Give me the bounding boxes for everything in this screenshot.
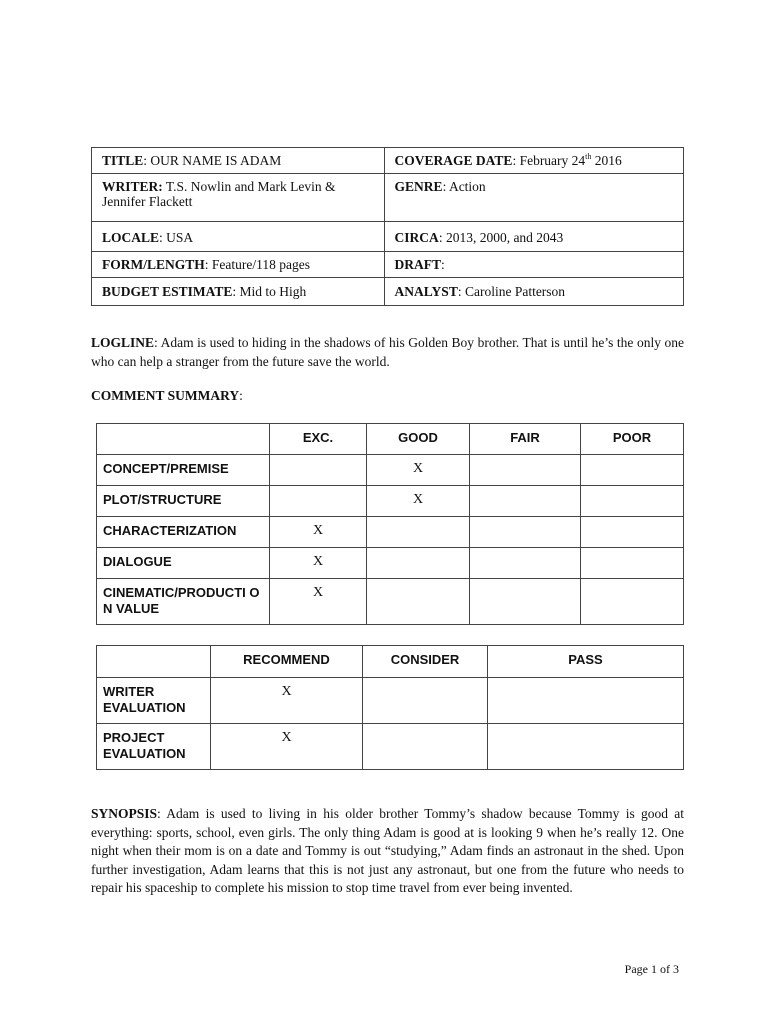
logline-label: LOGLINE: [91, 335, 155, 350]
rating-cell: [470, 517, 581, 548]
rec-header-pass: PASS: [488, 646, 684, 678]
budget-cell: [92, 277, 385, 306]
coverage-date-label: COVERAGE DATE: [394, 153, 513, 168]
locale-value: : USA: [159, 229, 194, 245]
coverage-date-year: 2016: [591, 153, 622, 168]
comment-summary-colon: :: [239, 388, 243, 403]
coverage-date-cell: [384, 148, 683, 174]
table-row: [97, 724, 684, 770]
rating-header-fair: FAIR: [470, 424, 581, 455]
genre-label: GENRE: [394, 178, 443, 194]
draft-value: :: [441, 257, 445, 272]
title-cell: [92, 148, 385, 174]
circa-value: : 2013, 2000, and 2043: [438, 229, 564, 245]
locale-label: LOCALE: [102, 229, 160, 245]
row-label: PLOT/STRUCTURE: [97, 486, 270, 517]
genre-value: : Action: [442, 178, 486, 194]
comment-summary-heading: [91, 387, 684, 406]
analyst-cell: [384, 277, 683, 306]
rating-header-good: GOOD: [367, 424, 470, 455]
table-row: [97, 579, 684, 625]
table-row: [92, 252, 684, 278]
rec-cell: [363, 724, 488, 770]
table-row: [97, 455, 684, 486]
locale-cell: [92, 221, 385, 252]
circa-cell: [384, 221, 683, 252]
table-row: [97, 517, 684, 548]
row-label: CONCEPT/PREMISE: [97, 455, 270, 486]
genre-cell: [384, 173, 683, 221]
rating-header-exc: EXC.: [270, 424, 367, 455]
form-length-cell: [92, 252, 385, 278]
budget-value: : Mid to High: [232, 283, 307, 299]
writer-label: WRITER:: [102, 178, 163, 194]
writer-cell: [92, 173, 385, 221]
rec-cell: [488, 678, 684, 724]
rec-header-consider: CONSIDER: [363, 646, 488, 678]
title-value: : OUR NAME IS ADAM: [143, 153, 282, 168]
rating-cell: [470, 548, 581, 579]
rating-cell: [367, 548, 470, 579]
budget-label: BUDGET ESTIMATE: [102, 283, 233, 299]
table-row: [97, 678, 684, 724]
analyst-label: ANALYST: [394, 283, 458, 299]
writer-value: T.S. Nowlin and Mark Levin & Jennifer Flackett: [102, 178, 336, 209]
row-label: PROJECT EVALUATION: [97, 724, 211, 770]
coverage-date-value: : February 24: [512, 153, 586, 168]
rec-cell: X: [211, 678, 363, 724]
row-label: WRITER EVALUATION: [97, 678, 211, 724]
rating-cell: [581, 579, 684, 625]
page-number: Page 1 of 3: [624, 962, 679, 976]
synopsis-text: : Adam is used to living in his older brother Tommy’s shadow because Tommy is good at everything: sports, school, even girls. The only thing Adam is good at is looking 9 when he’s really 12. One night when their mom is on a date and Tommy is out “studying,” Adam finds an astronaut in the shed. Upon further investigation, Adam learns that this is not just any astronaut, but one from the future who needs to repair his spaceship to complete his mission to stop time travel from ever being invented.: [91, 806, 684, 895]
rating-cell: X: [270, 548, 367, 579]
recommendation-table: [96, 645, 684, 770]
comment-rating-table: [96, 423, 684, 625]
row-label: CINEMATIC/PRODUCTI ON VALUE: [97, 579, 270, 625]
analyst-value: : Caroline Patterson: [457, 283, 566, 299]
rating-cell: [581, 548, 684, 579]
rating-header-blank: [97, 424, 270, 455]
rating-cell: [270, 455, 367, 486]
rec-header-recommend: RECOMMEND: [211, 646, 363, 678]
rating-cell: [581, 455, 684, 486]
rec-cell: [363, 678, 488, 724]
rating-header-poor: POOR: [581, 424, 684, 455]
rating-cell: [270, 486, 367, 517]
table-header-row: [97, 646, 684, 678]
logline-paragraph: [91, 334, 684, 371]
form-length-label: FORM/LENGTH: [102, 257, 205, 272]
synopsis-label: SYNOPSIS: [91, 806, 158, 821]
row-label: DIALOGUE: [97, 548, 270, 579]
rating-cell: X: [367, 486, 470, 517]
comment-summary-label: COMMENT SUMMARY: [91, 388, 240, 403]
logline-text: : Adam is used to hiding in the shadows of his Golden Boy brother. That is until he’s the only one who can help a stranger from the future save the world.: [91, 335, 684, 369]
rating-cell: [367, 517, 470, 548]
table-row: [92, 148, 684, 174]
coverage-info-table: [91, 147, 684, 306]
rec-cell: X: [211, 724, 363, 770]
rec-header-blank: [97, 646, 211, 678]
rating-cell: X: [270, 517, 367, 548]
rating-cell: [470, 455, 581, 486]
table-row: [92, 277, 684, 306]
title-label: TITLE: [102, 153, 144, 168]
draft-cell: [384, 252, 683, 278]
table-row: [97, 548, 684, 579]
circa-label: CIRCA: [394, 229, 439, 245]
form-length-value: : Feature/118 pages: [204, 257, 310, 272]
table-row: [92, 173, 684, 221]
table-row: [97, 486, 684, 517]
rating-cell: [581, 517, 684, 548]
draft-label: DRAFT: [394, 257, 442, 272]
table-header-row: [97, 424, 684, 455]
rec-cell: [488, 724, 684, 770]
table-row: [92, 221, 684, 252]
rating-cell: [367, 579, 470, 625]
row-label: CHARACTERIZATION: [97, 517, 270, 548]
rating-cell: X: [270, 579, 367, 625]
synopsis-paragraph: [91, 805, 684, 898]
rating-cell: [470, 486, 581, 517]
rating-cell: [470, 579, 581, 625]
rating-cell: [581, 486, 684, 517]
coverage-date-suffix: th: [585, 151, 592, 161]
rating-cell: X: [367, 455, 470, 486]
